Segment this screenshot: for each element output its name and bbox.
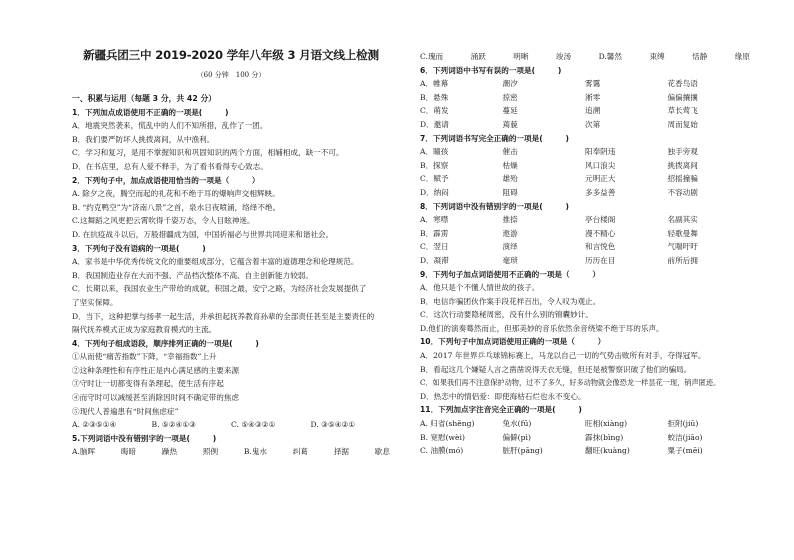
word: 招摇撞骗 xyxy=(667,174,698,184)
word: B. 宽慰(wèi) xyxy=(420,432,465,442)
question-5-options-ab xyxy=(72,445,390,459)
word: C．赋予 xyxy=(420,174,449,184)
question-5-word: B.鬼水 xyxy=(243,447,268,457)
question-6-option-c xyxy=(420,104,750,118)
question-4-stem: 4．下列句子组成语段，顺序排列正确的一项是( ) xyxy=(72,338,259,348)
word: A. 归省(shěng) xyxy=(420,419,475,429)
word: 雄殆 xyxy=(502,174,518,184)
question-10-option-a: A．2017 年世界乒乓球锦标赛上，马龙以自己一切的气势击败所有对手，夺得冠军。 xyxy=(420,351,706,361)
question-9-option-a: A．他只是个不懂人情世故的孩子。 xyxy=(420,283,540,293)
word: 偏僻(pì) xyxy=(502,432,531,442)
word: 掠密 xyxy=(502,92,518,102)
question-2-option-b: B. “约克鸭空”为“济南八景”之首，泉水日夜喷涌，络绎不绝。 xyxy=(72,202,281,212)
word: 旺相(xiàng) xyxy=(585,419,628,429)
question-6-option-d xyxy=(420,118,750,132)
word: 风口浪尖 xyxy=(585,160,616,170)
word: 亭台楼阁 xyxy=(585,215,616,225)
word: 名副其实 xyxy=(667,215,698,225)
word: 前所后拥 xyxy=(667,255,698,265)
question-1-option-d: D．在书店里，总有人爱不释手，为了看书看得专心致志。 xyxy=(72,161,268,171)
word: 挑拨离间 xyxy=(667,160,698,170)
word: 淅零 xyxy=(585,92,601,102)
word: 草长莺飞 xyxy=(667,106,698,116)
word: D．凝滞 xyxy=(420,255,449,265)
question-8-option-c xyxy=(420,240,750,254)
question-2-option-c: C.这舞蹈之风更把云霄吹得千姿万态，令人目眩神迷。 xyxy=(72,216,255,226)
question-2-option-d: D. 在抗疫战斗以后，万般措疆成为国，中国祈福必与世界共同迎来和谐社会。 xyxy=(72,229,334,239)
question-9-option-d: D.他们的演奏蓦然而止，但那美妙的音乐依然余音绕梁不绝于耳的乐声。 xyxy=(420,323,664,333)
question-4-sentence-4: ④而守时可以减缓甚至消除因时间不确定带的焦虑 xyxy=(72,393,240,403)
question-5-word: A.脑晖 xyxy=(72,447,96,457)
word: A．寒噤 xyxy=(420,215,449,225)
word: A．瞳孩 xyxy=(420,147,449,157)
question-7-option-b xyxy=(420,159,750,173)
question-8-option-a xyxy=(420,213,750,227)
word: 催击 xyxy=(502,147,518,157)
question-11-option-b xyxy=(420,431,750,445)
question-4-sentence-3: ③守时让一切都变得有条理起，使生活有序起 xyxy=(72,379,224,389)
question-7-option-d xyxy=(420,186,750,200)
question-10-stem: 10．下列句子中加点词语使用正确的一项是（ ） xyxy=(420,337,606,347)
word: 翻旺(kuàng) xyxy=(585,446,630,456)
question-3-stem: 3．下列句子没有语病的一项是( ) xyxy=(72,243,206,253)
question-11-option-c xyxy=(420,444,750,458)
word: 霹抹(bìng) xyxy=(585,432,624,442)
word: 漫不精心 xyxy=(585,228,616,238)
question-10-option-b: B．看起这几个嫌疑人言之凿凿说得天衣无缝，但还是被警察识破了他们的骗局。 xyxy=(420,364,692,374)
word: C．萌发 xyxy=(420,106,449,116)
question-5-word: C.瑰而 xyxy=(420,52,444,61)
question-4-sentence-1: ①从而使“痛苦指数”下降，“幸福指数”上升 xyxy=(72,352,217,362)
section-heading: 一、积累与运用（每题 3 分，共 42 分） xyxy=(72,94,217,103)
word: 拒附(jiū) xyxy=(667,419,699,429)
left-column xyxy=(72,92,390,459)
question-5-options-cd xyxy=(420,50,750,64)
question-5-stem: 5.下列词语中没有错别字的一项是( ) xyxy=(72,433,217,443)
question-5-word: 晦暗 xyxy=(120,447,137,457)
question-5-word: 涌跃 xyxy=(470,52,486,61)
question-7-stem: 7．下列词语书写完全正确的一项是( ) xyxy=(420,133,569,143)
question-9-option-b: B．电信诈骗团伙作案手段花样百出，令人叹为观止。 xyxy=(420,296,601,306)
question-8-option-b xyxy=(420,227,750,241)
question-5-word: 恬静 xyxy=(692,52,708,61)
page-title: 新疆兵团三中 2019-2020 学年八年级 3 月语文线上检测 xyxy=(83,48,379,62)
word: 次第 xyxy=(585,119,601,129)
word: A．帷幕 xyxy=(420,79,449,89)
word: B．悬殊 xyxy=(420,92,449,102)
word: 枯燥 xyxy=(502,160,518,170)
question-10-option-d: D．热恋中的情侣爱：即使海枯石烂也永不变心。 xyxy=(420,391,586,401)
question-6-option-b xyxy=(420,91,750,105)
word: 不容动剧 xyxy=(667,187,698,197)
question-5-word: 竣汤 xyxy=(555,52,572,61)
word: 轻歌曼舞 xyxy=(667,228,698,238)
question-3-option-b: B．我国制造业存在大而不强、产品档次整体不高、自主创新能力较弱。 xyxy=(72,270,313,280)
question-1-option-a: A．地震突然袭来，慌乱中的人们不知所措，乱作了一团。 xyxy=(72,121,268,131)
question-1-option-b: B．我们要严防坏人挑拨离间，从中渔利。 xyxy=(72,134,215,144)
word: 推捺 xyxy=(502,215,518,225)
word: 蛟洁(jiāo) xyxy=(667,432,703,442)
word: 雾霭 xyxy=(585,79,601,89)
word: 历历在目 xyxy=(585,255,616,265)
word: 气喘吁吁 xyxy=(667,242,698,252)
question-5-word: 束缚 xyxy=(649,52,665,61)
right-column xyxy=(420,50,750,458)
word: 粟子(mēi) xyxy=(667,446,703,456)
question-3-option-a: A．家书是中华优秀传统文化的重要组成部分，它蕴含着丰富的道德理念和伦理规范。 xyxy=(72,257,359,267)
word: 兔水(fū) xyxy=(502,419,532,429)
question-4-option: C. ⑤④③②① xyxy=(231,420,276,430)
word: 偏偏攘攘 xyxy=(667,92,698,102)
word: B．霹雳 xyxy=(420,228,449,238)
word: 蔓延 xyxy=(502,106,518,116)
word: C．翌日 xyxy=(420,242,449,252)
word: 阻碍 xyxy=(502,187,518,197)
question-4-option: D. ③⑤④②① xyxy=(310,420,356,430)
question-1-option-c: C．学习和复习，是用不掌握知识和巩固知识的两个方面，相辅相成，缺一不可。 xyxy=(72,148,344,158)
question-5-word: 歇息 xyxy=(374,447,390,457)
question-11-stem: 11．下列加点字注音完全正确的一项是( ) xyxy=(420,405,582,415)
question-5-word: D.馨然 xyxy=(598,52,622,61)
question-6-stem: 6．下列词语中书写有误的一项是( ) xyxy=(420,65,562,75)
word: 元明正大 xyxy=(585,174,616,184)
word: 追溯 xyxy=(585,106,601,116)
question-5-word: 择据 xyxy=(333,447,349,457)
word: 潮汐 xyxy=(502,79,518,89)
question-5-word: 明晰 xyxy=(513,52,529,61)
word: 多多益善 xyxy=(585,187,616,197)
word: 演绎 xyxy=(502,242,518,252)
question-5-word: 纠葛 xyxy=(292,447,309,457)
word: 蔫藐 xyxy=(502,119,518,129)
question-7-option-a xyxy=(420,145,750,159)
word: 和言悦色 xyxy=(585,242,616,252)
question-8-option-d xyxy=(420,254,750,268)
question-2-stem: 2．下列句子中，加点成语使用恰当的一项是（ ） xyxy=(72,175,260,185)
word: 周而复始 xyxy=(667,119,698,129)
question-9-stem: 9．下列句子加点词语使用不正确的一项是（ ） xyxy=(420,269,600,279)
word: 花香鸟语 xyxy=(667,79,698,89)
word: 独手旁观 xyxy=(667,147,698,157)
word: 毫琐 xyxy=(502,255,518,265)
question-7-option-c xyxy=(420,172,750,186)
word: 脏肝(pāng) xyxy=(502,446,543,456)
question-9-option-c: C．这次行动要隐秘周密，没有什么别的锦囊妙计。 xyxy=(420,310,593,320)
question-1-stem: 1．下列加点成语使用不正确的一项是( ) xyxy=(72,107,229,117)
word: 阳奉阴违 xyxy=(585,147,616,157)
word: 遨游 xyxy=(502,228,518,238)
question-4-sentence-2: ②这种条理性和有序性正是内心满足感的主要来源 xyxy=(72,365,240,375)
question-6-option-a xyxy=(420,77,750,91)
question-4-option: A. ②③⑤①④ xyxy=(72,420,117,430)
question-5-word: 躁热 xyxy=(161,447,178,457)
question-3-option-c-cont: 了坚实保障。 xyxy=(72,297,118,307)
question-4-sentence-5: ⑤现代人普遍患有“时间焦虑症” xyxy=(72,406,179,416)
question-3-option-d: D．当下，这种把掌与扬孝一起生活，并承担起抚养教育孙辈的全部责任甚至是主要责任的 xyxy=(72,311,375,321)
question-3-option-d-cont: 隔代抚养模式正成为家庭教育模式的主流。 xyxy=(72,325,217,335)
question-5-word: 缘原 xyxy=(734,52,750,61)
word: C. 油膜(mó) xyxy=(420,446,464,456)
page-subtitle: （60 分钟 100 分） xyxy=(196,71,266,79)
question-4-option: B. ⑤②④①③ xyxy=(151,420,196,430)
question-8-stem: 8．下列词语中没有错别字的一项是( ) xyxy=(420,201,569,211)
word: D．邀请 xyxy=(420,119,449,129)
question-2-option-a: A. 除夕之夜，腾空而起的礼花和不绝于耳的爆响声交相辉映。 xyxy=(72,189,280,199)
question-3-option-c: C．长期以来，我国农业生产带给的成就，积国之最，安宁之路，为经济社会发展提供了 xyxy=(72,284,367,294)
word: D．纳闷 xyxy=(420,187,449,197)
question-4-options xyxy=(72,418,390,432)
word: B．探察 xyxy=(420,160,449,170)
question-10-option-c: C．如果我们再不注意保护动物，过不了多久，好多动物就会像恐龙一样昙花一现，销声匿迹。 xyxy=(420,378,721,388)
question-11-option-a xyxy=(420,417,750,431)
question-5-word: 照例 xyxy=(202,447,219,457)
